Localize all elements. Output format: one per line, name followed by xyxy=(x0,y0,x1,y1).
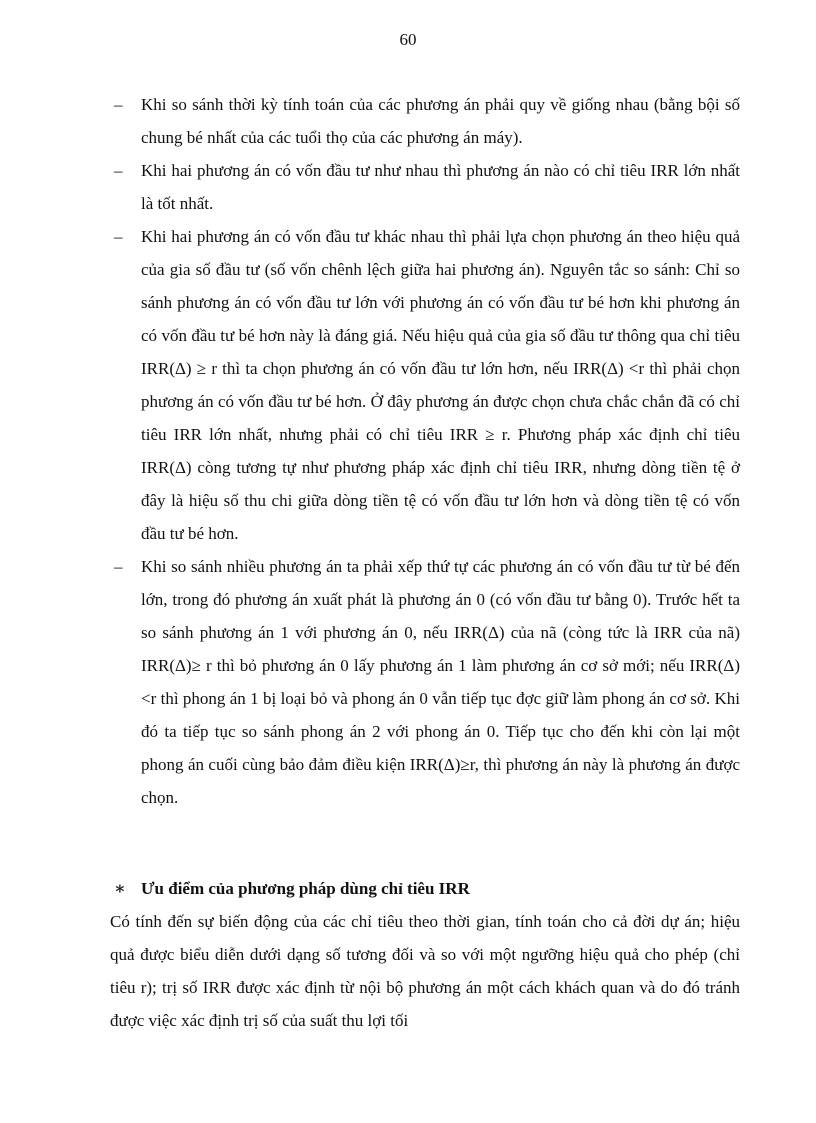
list-item xyxy=(110,550,740,814)
list-item-text: Khi hai phương án có vốn đầu tư như nhau thì phương án nào có chỉ tiêu IRR lớn nhất là tốt nhất. xyxy=(141,161,740,213)
list-item-text: Khi hai phương án có vốn đầu tư khác nhau thì phải lựa chọn phương án theo hiệu quả của gia số đầu tư (số vốn chênh lệch giữa hai phương án). Nguyên tắc so sánh: Chỉ so sánh phương án có vốn đầu tư lớn với phương án có vốn đầu tư bé hơn khi phương án có vốn đầu tư bé hơn này là đáng giá. Nếu hiệu quả của gia số đầu tư thông qua chỉ tiêu IRR(Δ) ≥ r thì ta chọn phương án có vốn đầu tư lớn hơn, nếu IRR(Δ) <r thì phải chọn phương án có vốn đầu tư bé hơn. Ở đây phương án được chọn chưa chắc chắn đã có chỉ tiêu IRR lớn nhất, nhưng phải có chỉ tiêu IRR ≥ r. Phương pháp xác định chỉ tiêu IRR(Δ) còng tương tự như phương pháp xác định chỉ tiêu IRR, nhưng dòng tiền tệ ở đây là hiệu số thu chi giữa dòng tiền tệ có vốn đầu tư lớn hơn và dòng tiền tệ có vốn đầu tư bé hơn. xyxy=(141,227,740,543)
star-marker: ∗ xyxy=(114,879,126,898)
dash-marker: – xyxy=(114,227,123,246)
list-item-text: Khi so sánh thời kỳ tính toán của các phương án phải quy về giống nhau (bằng bội số chung bé nhất của các tuổi thọ của các phương án máy). xyxy=(141,95,740,147)
dash-marker: – xyxy=(114,95,123,114)
dash-marker: – xyxy=(114,557,123,576)
page-number: 60 xyxy=(399,30,417,49)
dash-marker: – xyxy=(114,161,123,180)
list-item xyxy=(110,220,740,550)
bullet-list xyxy=(110,88,740,814)
section-heading xyxy=(110,872,740,905)
body-paragraph: Có tính đến sự biến động của các chỉ tiêu theo thời gian, tính toán cho cả đời dự án; hiệu quả được biểu diễn dưới dạng số tương đối và so với một ngưỡng hiệu quả cho phép (chỉ tiêu r); trị số IRR được xác định từ nội bộ phương án một cách khách quan và do đó tránh được việc xác định trị số của suất thu lợi tối xyxy=(110,912,740,1030)
list-item xyxy=(110,154,740,220)
section-heading-text: Ưu điểm của phương pháp dùng chỉ tiêu IRR xyxy=(141,879,470,898)
list-item xyxy=(110,88,740,154)
list-item-text: Khi so sánh nhiều phương án ta phải xếp thứ tự các phương án có vốn đầu tư từ bé đến lớn, trong đó phương án xuất phát là phương án 0 (có vốn đầu tư bằng 0). Trước hết ta so sánh phương án 1 với phương án 0, nếu IRR(Δ) của nã (còng tức là IRR của nã) IRR(Δ)≥ r thì bỏ phương án 0 lấy phương án 1 làm phương án cơ sở mới; nếu IRR(Δ)<r thì phong án 1 bị loại bỏ và phong án 0 vẫn tiếp tục đợc giữ làm phong án cơ sở. Khi đó ta tiếp tục so sánh phong án 2 với phong án 0. Tiếp tục cho đến khi còn lại một phong án cuối cùng bảo đảm điều kiện IRR(Δ)≥r, thì phương án này là phương án được chọn. xyxy=(141,557,740,807)
